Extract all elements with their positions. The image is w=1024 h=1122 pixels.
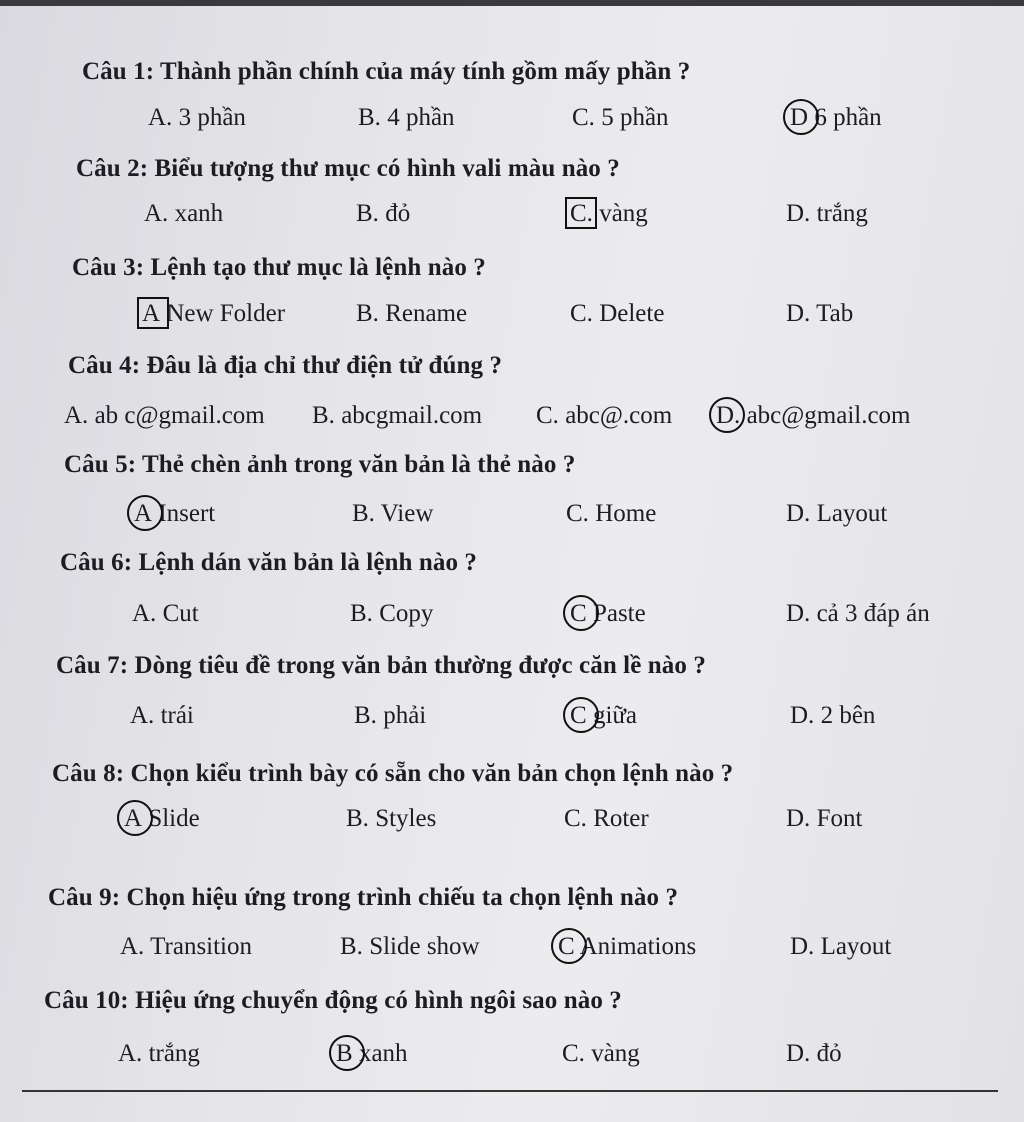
option-letter <box>570 600 587 628</box>
option-letter-text: D. <box>786 1040 811 1067</box>
option-letter-text: D. <box>786 200 811 227</box>
question-5-option-d <box>786 500 887 528</box>
question-6-option-c <box>570 600 646 628</box>
question-1-option-c <box>572 104 669 132</box>
option-text: trắng <box>148 1040 200 1067</box>
option-letter-text: C. <box>566 500 589 527</box>
option-letter <box>786 1040 810 1068</box>
option-text: abc@.com <box>565 402 673 429</box>
option-text: Insert <box>158 500 216 527</box>
option-letter-text: A. <box>144 200 169 227</box>
option-text: phải <box>383 702 427 729</box>
question-6-text: Câu 6: Lệnh dán văn bản là lệnh nào ? <box>60 549 478 576</box>
option-letter <box>130 702 154 730</box>
option-letter-text: D. <box>786 300 811 327</box>
option-letter <box>716 402 740 430</box>
option-letter <box>570 702 587 730</box>
option-text: Transition <box>150 933 253 960</box>
option-letter-text: C <box>558 933 575 960</box>
question-7-option-a <box>130 702 194 730</box>
option-letter <box>786 500 810 528</box>
option-letter <box>564 805 587 833</box>
question-2-option-c <box>570 200 648 228</box>
option-letter <box>352 500 375 528</box>
option-letter <box>356 200 379 228</box>
option-letter-text: A. <box>118 1040 143 1067</box>
option-letter-text: A. <box>120 933 145 960</box>
option-letter <box>790 104 808 132</box>
question-5-option-c <box>566 500 656 528</box>
option-text: New Folder <box>166 300 286 327</box>
option-text: trắng <box>816 200 868 227</box>
question-6-option-b <box>350 600 433 628</box>
option-letter-text: B. <box>356 200 379 227</box>
option-letter <box>356 300 379 328</box>
option-letter <box>354 702 377 730</box>
question-4-text: Câu 4: Đâu là địa chỉ thư điện tử đúng ? <box>68 352 503 379</box>
question-9-text: Câu 9: Chọn hiệu ứng trong trình chiếu ta chọn lệnh nào ? <box>48 884 679 911</box>
option-letter <box>142 300 160 328</box>
question-6-option-a <box>132 600 199 628</box>
option-text: 4 phần <box>387 104 455 131</box>
option-letter-text: B. <box>358 104 381 131</box>
question-2-option-a <box>144 200 223 228</box>
question-8-option-d <box>786 805 862 833</box>
question-1-option-b <box>358 104 455 132</box>
handwritten-answer-circle <box>329 1035 365 1071</box>
option-text: cả 3 đáp án <box>816 600 930 627</box>
option-letter <box>124 805 142 833</box>
option-letter-text: C. <box>564 805 587 832</box>
handwritten-answer-circle <box>783 99 819 135</box>
question-1-option-a <box>148 104 246 132</box>
question-1-text: Câu 1: Thành phần chính của máy tính gồm mấy phần ? <box>82 58 691 85</box>
option-letter <box>134 500 152 528</box>
option-text: 5 phần <box>601 104 669 131</box>
question-7-option-d <box>790 702 875 730</box>
option-letter-text: D <box>790 104 809 131</box>
option-letter-text: C. <box>572 104 595 131</box>
option-letter-text: A. <box>132 600 157 627</box>
handwritten-answer-box <box>137 297 169 329</box>
option-text: vàng <box>599 200 648 227</box>
option-text: View <box>380 500 434 527</box>
question-7-text: Câu 7: Dòng tiêu đề trong văn bản thường được căn lề nào ? <box>56 652 706 679</box>
option-letter-text: A. <box>148 104 173 131</box>
question-9-option-a <box>120 933 252 961</box>
question-2-option-b <box>356 200 410 228</box>
option-letter-text: B. <box>312 402 335 429</box>
option-letter <box>340 933 363 961</box>
option-text: 6 phần <box>814 104 882 131</box>
option-letter-text: D. <box>786 500 811 527</box>
option-letter <box>536 402 559 430</box>
option-letter-text: B <box>336 1040 353 1067</box>
option-letter <box>558 933 575 961</box>
question-3-option-b <box>356 300 467 328</box>
handwritten-answer-box <box>565 197 597 229</box>
option-letter <box>570 200 593 228</box>
option-letter <box>562 1040 585 1068</box>
option-letter <box>346 805 369 833</box>
option-letter <box>786 600 810 628</box>
option-letter-text: C. <box>570 300 593 327</box>
option-letter <box>566 500 589 528</box>
option-letter <box>786 300 810 328</box>
option-letter-text: C. <box>562 1040 585 1067</box>
option-letter <box>786 200 810 228</box>
bottom-rule <box>22 1090 998 1092</box>
option-letter-text: C <box>570 600 587 627</box>
option-letter-text: B. <box>352 500 375 527</box>
option-letter <box>144 200 168 228</box>
handwritten-answer-circle <box>127 495 163 531</box>
option-text: giữa <box>592 702 638 729</box>
option-letter-text: B. <box>356 300 379 327</box>
option-letter <box>120 933 144 961</box>
option-letter <box>790 702 814 730</box>
option-text: Home <box>595 500 657 527</box>
option-text: xanh <box>174 200 224 227</box>
option-letter-text: B. <box>350 600 373 627</box>
option-letter-text: D. <box>790 933 815 960</box>
question-10-option-a <box>118 1040 200 1068</box>
option-letter-text: C. <box>536 402 559 429</box>
option-letter-text: B. <box>340 933 363 960</box>
option-text: Styles <box>375 805 437 832</box>
question-4-option-a <box>64 402 265 430</box>
option-letter-text: C <box>570 702 587 729</box>
handwritten-answer-circle <box>551 928 587 964</box>
option-letter-text: D. <box>786 805 811 832</box>
option-text: abc@gmail.com <box>746 402 911 429</box>
option-text: Delete <box>599 300 665 327</box>
question-3-text: Câu 3: Lệnh tạo thư mục là lệnh nào ? <box>72 254 486 281</box>
question-7-option-b <box>354 702 426 730</box>
option-text: Slide show <box>369 933 480 960</box>
question-10-option-c <box>562 1040 640 1068</box>
option-letter-text: D. <box>716 402 741 429</box>
question-3-option-a <box>142 300 285 328</box>
option-letter-text: A <box>142 300 161 327</box>
option-letter-text: A <box>134 500 153 527</box>
option-text: đỏ <box>816 1040 842 1067</box>
option-letter <box>64 402 88 430</box>
question-2-text: Câu 2: Biểu tượng thư mục có hình vali màu nào ? <box>76 155 620 182</box>
option-text: Layout <box>820 933 892 960</box>
option-letter <box>118 1040 142 1068</box>
question-10-option-b <box>336 1040 408 1068</box>
option-letter-text: A. <box>130 702 155 729</box>
option-text: Font <box>816 805 863 832</box>
option-text: Layout <box>816 500 888 527</box>
question-7-option-c <box>570 702 637 730</box>
question-3-option-c <box>570 300 664 328</box>
option-letter-text: C. <box>570 200 593 227</box>
option-letter-text: D. <box>790 702 815 729</box>
question-5-text: Câu 5: Thẻ chèn ảnh trong văn bản là thẻ nào ? <box>64 451 576 478</box>
question-10-option-d <box>786 1040 842 1068</box>
option-text: Rename <box>385 300 468 327</box>
option-letter-text: B. <box>354 702 377 729</box>
option-letter-text: B. <box>346 805 369 832</box>
handwritten-answer-circle <box>563 595 599 631</box>
question-8-option-a <box>124 805 200 833</box>
option-letter-text: A <box>124 805 143 832</box>
option-text: Paste <box>592 600 646 627</box>
option-letter <box>572 104 595 132</box>
option-letter <box>358 104 381 132</box>
option-text: trái <box>160 702 194 729</box>
handwritten-answer-circle <box>563 697 599 733</box>
option-letter <box>132 600 156 628</box>
option-text: Roter <box>593 805 649 832</box>
question-1-option-d <box>790 104 882 132</box>
option-text: Cut <box>162 600 199 627</box>
question-4-option-b <box>312 402 482 430</box>
question-5-option-a <box>134 500 215 528</box>
question-4-option-c <box>536 402 672 430</box>
question-5-option-b <box>352 500 433 528</box>
question-6-option-d <box>786 600 930 628</box>
question-8-option-c <box>564 805 649 833</box>
question-4-option-d <box>716 402 911 430</box>
option-text: Tab <box>816 300 854 327</box>
option-letter <box>350 600 373 628</box>
option-letter-text: D. <box>786 600 811 627</box>
option-letter <box>336 1040 353 1068</box>
option-letter-text: A. <box>64 402 89 429</box>
option-text: abcgmail.com <box>341 402 483 429</box>
option-text: ab c@gmail.com <box>94 402 265 429</box>
option-text: 3 phần <box>178 104 246 131</box>
option-letter <box>148 104 172 132</box>
question-9-option-d <box>790 933 891 961</box>
option-text: Animations <box>579 933 697 960</box>
question-9-option-b <box>340 933 480 961</box>
option-text: Slide <box>148 805 200 832</box>
option-letter <box>312 402 335 430</box>
option-text: 2 bên <box>820 702 876 729</box>
handwritten-answer-circle <box>709 397 745 433</box>
question-10-text: Câu 10: Hiệu ứng chuyển động có hình ngôi sao nào ? <box>44 987 622 1014</box>
option-text: xanh <box>358 1040 408 1067</box>
option-letter <box>786 805 810 833</box>
question-9-option-c <box>558 933 696 961</box>
option-text: vàng <box>591 1040 640 1067</box>
question-2-option-d <box>786 200 868 228</box>
option-letter <box>790 933 814 961</box>
option-letter <box>570 300 593 328</box>
question-8-text: Câu 8: Chọn kiểu trình bày có sẵn cho văn bản chọn lệnh nào ? <box>52 760 734 787</box>
option-text: đỏ <box>385 200 411 227</box>
option-text: Copy <box>379 600 434 627</box>
question-3-option-d <box>786 300 853 328</box>
handwritten-answer-circle <box>117 800 153 836</box>
question-8-option-b <box>346 805 436 833</box>
